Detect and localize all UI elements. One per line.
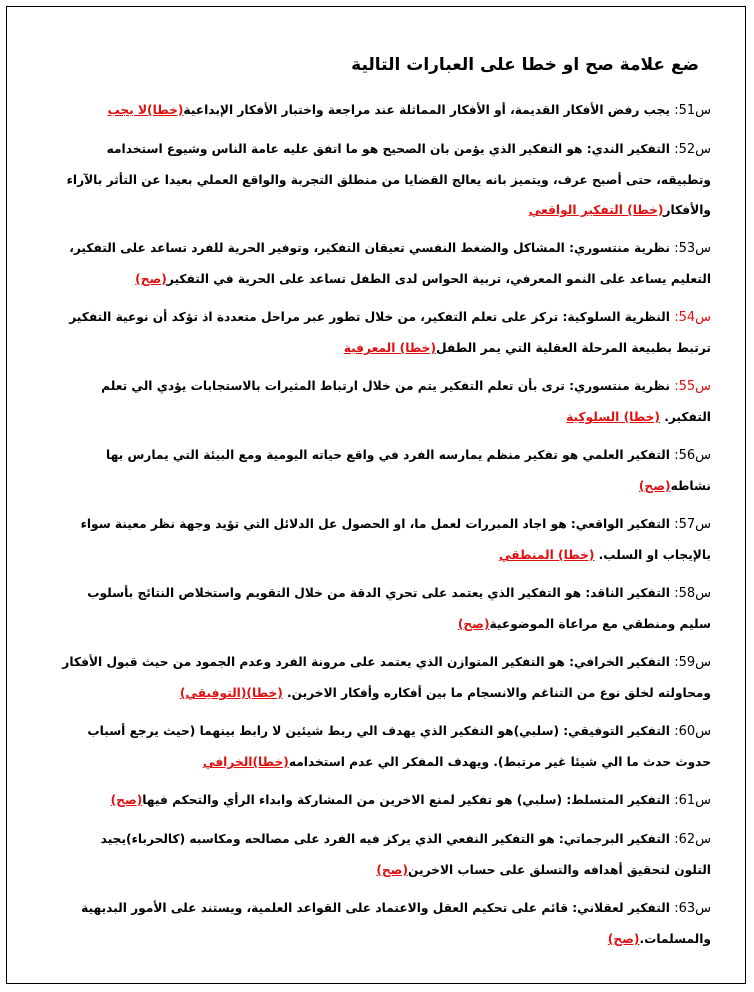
answer-text: (خطا) السلوكية — [566, 410, 660, 424]
question-text: التفكير الخرافي: هو التفكير المتوازن الذي يعتمد على مرونة الفرد وعدم الجمود من حيث قبول الأفكار ومحاولته لخلق نوع من التناغم والانسجام ما بين أفكاره وأفكار الاخرين. — [62, 655, 711, 700]
question-61 — [61, 785, 711, 816]
answer-text: (خطا)الخرافي — [202, 755, 289, 769]
answer-text: (صح) — [110, 793, 143, 807]
answer-text: (خطا) التفكير الواقعي — [528, 203, 664, 217]
question-51 — [61, 95, 711, 126]
question-59 — [61, 647, 711, 708]
answer-text: (صح) — [376, 863, 409, 877]
question-52 — [61, 134, 711, 225]
answer-text: (خطا) المنطقي — [498, 548, 595, 562]
document-page — [6, 6, 746, 984]
question-text: التفكير الواقعي: هو اجاد المبررات لعمل ما، او الحصول عل الدلائل التي تؤيد وجهة نظر معينة سواء بالإيجاب او السلب. — [80, 517, 711, 562]
answer-text: (صح) — [457, 617, 490, 631]
question-56 — [61, 440, 711, 501]
worksheet-content — [61, 47, 711, 962]
question-text: التفكير لعقلاني: قائم على تحكيم العقل والاعتماد على القواعد العلمية، ويستند على الأمور البديهية والمسلمات. — [81, 901, 711, 946]
question-54 — [61, 302, 711, 363]
worksheet-title: ضع علامة صح او خطا على العبارات التالية — [351, 55, 699, 75]
question-number: س62: — [674, 832, 711, 847]
question-text: نظرية منتسوري: ترى بأن تعلم التفكير يتم من خلال ارتباط المثيرات بالاستجابات يؤدي الي تعلم التفكير. — [101, 379, 711, 424]
question-text: النظرية السلوكية: تركز على تعلم التفكير، من خلال تطور عبر مراحل متعددة اذ تؤكد أن نوعية التفكير ترتبط بطبيعة المرحلة العقلية التي يمر الطفل — [69, 310, 711, 355]
question-text: نظرية منتسوري: المشاكل والضغط النفسي تعيقان التفكير، وتوفير الحرية للفرد تساعد على التفكير، التعليم يساعد على النمو المعرفي، تربية الحواس لدى الطفل تساعد على الحرية في التفكير — [69, 241, 711, 286]
answer-text: (خطا)(التوفيقي) — [179, 686, 283, 700]
question-text: التفكير البرجماتي: هو التفكير النفعي الذي يركز فيه الفرد على مصالحه ومكاسبه (كالحرباء)يجيد التلون لتحقيق أهدافه والتسلق على حساب الاخرين — [100, 832, 711, 877]
question-number: س54: — [674, 310, 711, 325]
question-number: س55: — [674, 379, 711, 394]
question-number: س61: — [674, 793, 711, 808]
question-text: التفكير الندي: هو التفكير الذي يؤمن بان الصحيح هو ما اتفق عليه عامة الناس وشيوع استخدامه وتطبيقه، حتى أصبح عرف، ويتميز بانه يعالج القضايا من منطلق التجربة والواقع العملي بعيدا عن التأثر بالآراء والأفكار — [66, 142, 711, 217]
answer-text: (خطا)لا يجب — [107, 103, 184, 117]
question-number: س53: — [674, 241, 711, 256]
question-53 — [61, 233, 711, 294]
question-number: س59: — [674, 655, 711, 670]
question-text: التفكير العلمي هو تفكير منظم يمارسه الفرد في واقع حياته اليومية ومع البيئة التي يمارس بها نشاطه — [106, 448, 711, 493]
question-60 — [61, 716, 711, 777]
answer-text: (صح) — [607, 932, 640, 946]
answer-text: (خطا) المعرفية — [343, 341, 437, 355]
question-number: س52: — [674, 142, 711, 157]
question-text: التفكير الناقد: هو التفكير الذي يعتمد على تحري الدقة من خلال التقويم واستخلاص النتائج بأسلوب سليم ومنطقي مع مراعاة الموضوعية — [87, 586, 711, 631]
question-62 — [61, 824, 711, 885]
question-text: التفكير التوفيقي: (سلبي)هو التفكير الذي يهدف الي ربط شيئين لا رابط بينهما (حيث يرجع أسباب حدوث حدث ما الي شيئا غير مرتبط). ويهدف المفكر الي عدم استخدامه — [87, 724, 711, 769]
question-number: س63: — [674, 901, 711, 916]
question-number: س57: — [674, 517, 711, 532]
question-number: س51: — [674, 103, 711, 118]
question-55 — [61, 371, 711, 432]
question-number: س56: — [674, 448, 711, 463]
question-number: س58: — [674, 586, 711, 601]
answer-text: (صح) — [135, 272, 167, 286]
answer-text: (صح) — [638, 479, 671, 493]
question-63 — [61, 893, 711, 954]
question-57 — [61, 509, 711, 570]
question-number: س60: — [674, 724, 711, 739]
question-text: يجب رفض الأفكار القديمة، أو الأفكار المماثلة عند مراجعة واختبار الأفكار الإبداعية — [183, 103, 675, 117]
question-text: التفكير المتسلط: (سلبي) هو تفكير لمنع الاخرين من المشاركة وابداء الرأي والتحكم فيها — [142, 793, 675, 807]
question-58 — [61, 578, 711, 639]
